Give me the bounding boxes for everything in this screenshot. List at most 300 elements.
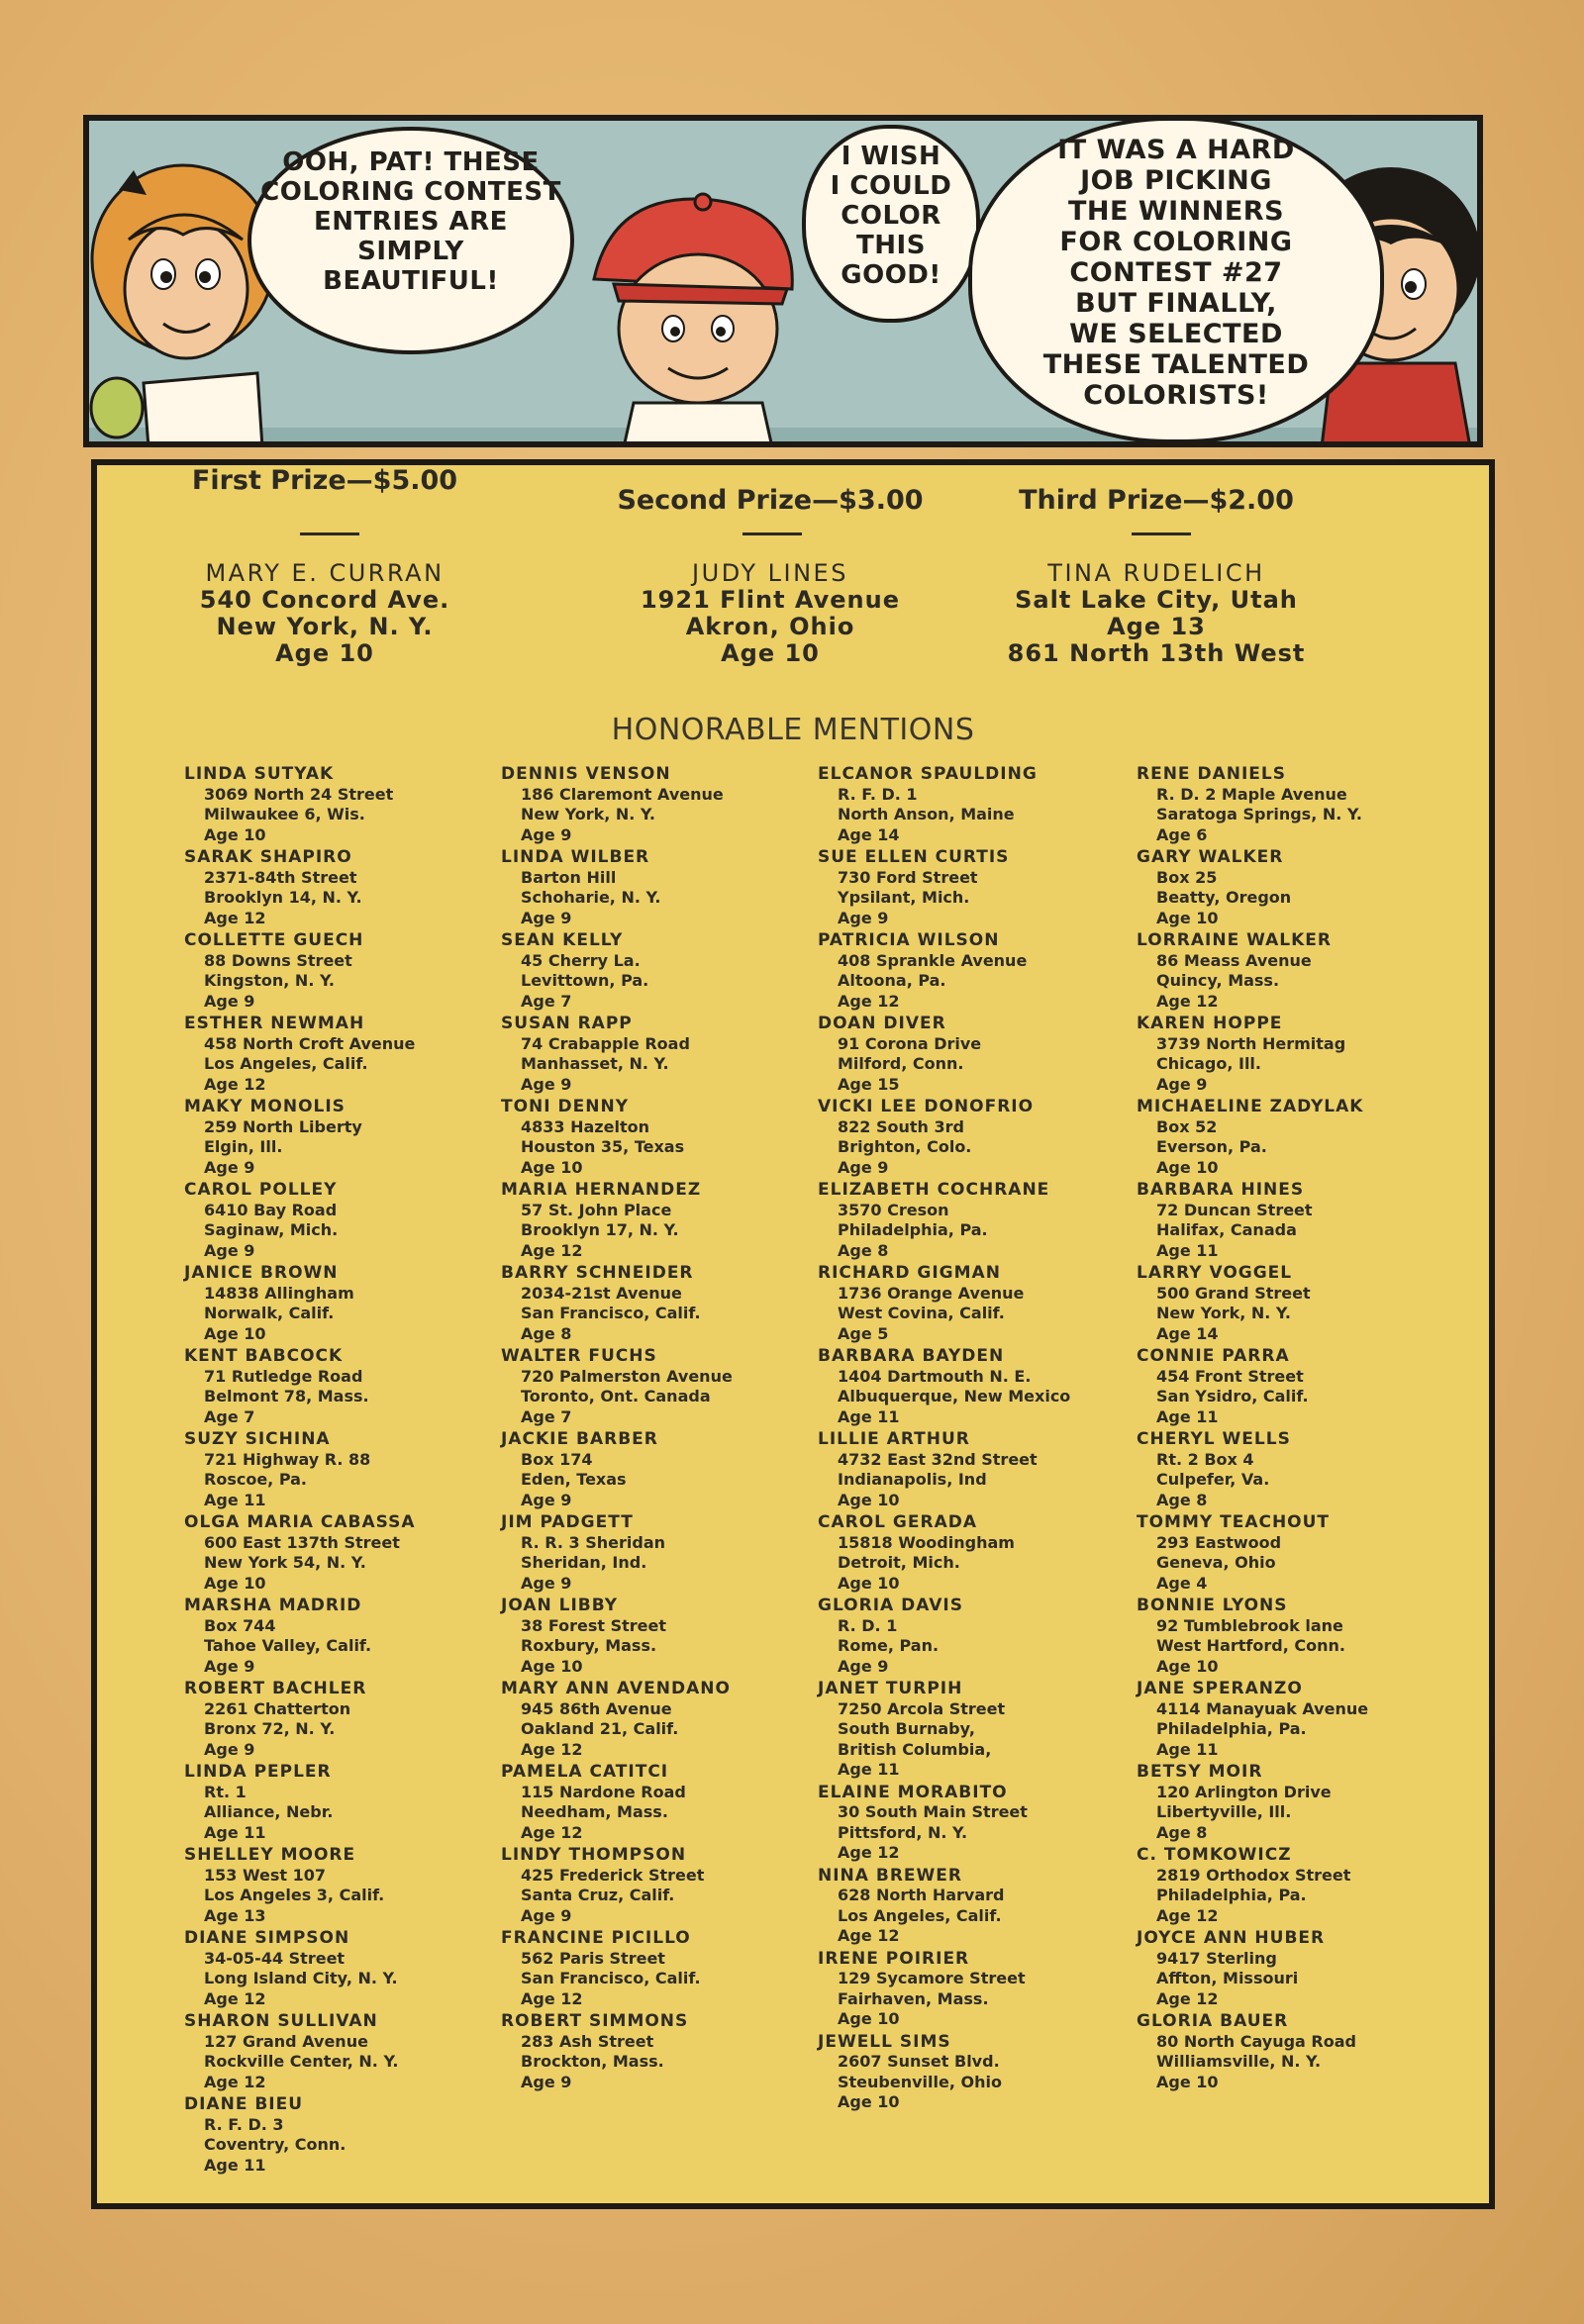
- mention-detail: Age 9: [204, 1739, 255, 1759]
- mention-detail: 628 North Harvard: [838, 1886, 1005, 1904]
- bubble-line: COLORISTS!: [1083, 380, 1269, 412]
- mention-detail: Brooklyn 17, N. Y.: [521, 1220, 679, 1239]
- mention-detail: 86 Meass Avenue: [1156, 950, 1312, 970]
- mention-detail: Age 10: [204, 1573, 266, 1593]
- mention-detail: Age 12: [838, 991, 900, 1011]
- mention-detail: Culpefer, Va.: [1156, 1470, 1270, 1489]
- mention-detail: Age 11: [1156, 1240, 1219, 1260]
- mention-detail: New York, N. Y.: [1156, 1304, 1291, 1322]
- winner-line: Akron, Ohio: [685, 613, 855, 640]
- mention-detail: 2371-84th Street: [204, 867, 357, 887]
- mention-detail: Barton Hill: [521, 867, 617, 887]
- mention-detail: Age 11: [838, 1406, 900, 1426]
- mention-entry: [184, 764, 501, 847]
- mention-detail: Box 52: [1156, 1116, 1218, 1136]
- mention-detail: Age 10: [1156, 908, 1219, 927]
- mention-detail: Age 12: [1156, 1988, 1219, 2008]
- winner-line: Salt Lake City, Utah: [1015, 586, 1298, 614]
- bubble-line: JOB PICKING: [1080, 165, 1272, 197]
- mention-name: LILLIE ARTHUR: [818, 1429, 970, 1449]
- mention-detail: Pittsford, N. Y.: [838, 1822, 968, 1842]
- mention-detail: Milwaukee 6, Wis.: [204, 805, 365, 823]
- mention-detail: 4114 Manayuak Avenue: [1156, 1698, 1369, 1718]
- bubble-line: THESE TALENTED: [1042, 349, 1310, 381]
- mention-name: KAREN HOPPE: [1137, 1014, 1283, 1033]
- mention-name: PAMELA CATITCI: [501, 1762, 669, 1782]
- mention-entry: [1137, 2011, 1453, 2094]
- mention-entry: [501, 1845, 818, 1928]
- mention-detail: South Burnaby,: [838, 1719, 975, 1738]
- bubble-line: FOR COLORING: [1059, 227, 1293, 258]
- mention-detail: 425 Frederick Street: [521, 1865, 705, 1885]
- mention-name: MICHAELINE ZADYLAK: [1137, 1097, 1364, 1116]
- mention-name: BARRY SCHNEIDER: [501, 1263, 694, 1283]
- third-prize-rule: [1132, 533, 1191, 535]
- mention-entry: [818, 1263, 1135, 1346]
- mention-detail: Chicago, Ill.: [1156, 1054, 1261, 1073]
- mention-entry: [818, 930, 1135, 1014]
- mention-name: JANE SPERANZO: [1137, 1679, 1303, 1698]
- mention-detail: Age 5: [838, 1323, 889, 1343]
- mention-name: CAROL GERADA: [818, 1512, 978, 1532]
- mention-detail: 454 Front Street: [1156, 1366, 1304, 1386]
- mentions-column-2: [501, 764, 818, 2094]
- mention-detail: Los Angeles 3, Calif.: [204, 1886, 385, 1904]
- winner-line: 861 North 13th West: [1007, 639, 1306, 667]
- mention-entry: [1137, 1762, 1453, 1845]
- mention-detail: Steubenville, Ohio: [838, 2072, 1002, 2091]
- mention-detail: Age 10: [204, 824, 266, 844]
- mention-detail: Coventry, Conn.: [204, 2135, 346, 2154]
- mention-detail: 730 Ford Street: [838, 867, 978, 887]
- mention-entry: [1137, 1097, 1453, 1180]
- mention-entry: [818, 1512, 1135, 1596]
- mention-detail: 120 Arlington Drive: [1156, 1782, 1332, 1801]
- mention-name: JOYCE ANN HUBER: [1137, 1928, 1326, 1948]
- mention-detail: Age 6: [1156, 824, 1208, 844]
- mention-detail: Manhasset, N. Y.: [521, 1054, 669, 1073]
- mention-detail: R. D. 1: [838, 1615, 898, 1635]
- mention-detail: 822 South 3rd: [838, 1116, 964, 1136]
- mention-name: LINDA SUTYAK: [184, 764, 335, 784]
- mention-detail: Age 12: [838, 1926, 900, 1945]
- mention-detail: San Francisco, Calif.: [521, 1969, 701, 1987]
- mention-detail: Age 10: [838, 1490, 900, 1509]
- mention-detail: Houston 35, Texas: [521, 1137, 685, 1156]
- mention-name: MARY ANN AVENDANO: [501, 1679, 731, 1698]
- mention-name: CHERYL WELLS: [1137, 1429, 1291, 1449]
- mention-entry: [1137, 930, 1453, 1014]
- mention-entry: [1137, 764, 1453, 847]
- speech-bubble-cap-boy: [802, 125, 980, 323]
- mention-name: RENE DANIELS: [1137, 764, 1286, 784]
- mention-detail: 2261 Chatterton: [204, 1698, 351, 1718]
- mention-detail: Rockville Center, N. Y.: [204, 2052, 399, 2071]
- winner-line: Age 10: [721, 639, 820, 667]
- mention-entry: [501, 1679, 818, 1762]
- mention-entry: [501, 930, 818, 1014]
- mention-detail: Age 9: [521, 1905, 572, 1925]
- mention-name: GARY WALKER: [1137, 847, 1284, 867]
- bubble-line: GOOD!: [841, 259, 941, 290]
- mention-detail: 38 Forest Street: [521, 1615, 667, 1635]
- mention-entry: [818, 1097, 1135, 1180]
- boy-with-cap-character-icon: [574, 180, 832, 447]
- mention-detail: Age 4: [1156, 1573, 1208, 1593]
- mention-detail: 115 Nardone Road: [521, 1782, 686, 1801]
- mention-detail: 91 Corona Drive: [838, 1033, 982, 1053]
- mention-detail: Age 8: [1156, 1822, 1208, 1842]
- mention-detail: Age 14: [1156, 1323, 1219, 1343]
- mention-detail: Age 9: [838, 1157, 889, 1177]
- mention-detail: Elgin, Ill.: [204, 1137, 283, 1156]
- bubble-line: THIS: [856, 230, 926, 260]
- mention-entry: [501, 1512, 818, 1596]
- mention-detail: Age 9: [204, 1656, 255, 1676]
- mention-name: JIM PADGETT: [501, 1512, 634, 1532]
- mention-detail: Age 9: [521, 1074, 572, 1094]
- mention-entry: [501, 847, 818, 930]
- mention-detail: Age 12: [521, 1822, 583, 1842]
- mention-name: MARIA HERNANDEZ: [501, 1180, 702, 1200]
- mention-detail: 2819 Orthodox Street: [1156, 1865, 1351, 1885]
- mention-detail: 721 Highway R. 88: [204, 1449, 371, 1469]
- mention-detail: 88 Downs Street: [204, 950, 352, 970]
- mention-entry: [184, 1596, 501, 1679]
- mention-detail: Age 12: [1156, 991, 1219, 1011]
- mention-detail: Halifax, Canada: [1156, 1220, 1297, 1239]
- mention-detail: San Francisco, Calif.: [521, 1304, 701, 1322]
- mention-name: ROBERT BACHLER: [184, 1679, 367, 1698]
- mention-name: BETSY MOIR: [1137, 1762, 1263, 1782]
- mention-detail: Roxbury, Mass.: [521, 1636, 657, 1655]
- mention-detail: Age 10: [838, 1573, 900, 1593]
- mention-detail: 129 Sycamore Street: [838, 1969, 1026, 1987]
- mention-detail: Age 12: [204, 908, 266, 927]
- mention-name: BONNIE LYONS: [1137, 1596, 1288, 1615]
- mention-detail: 71 Rutledge Road: [204, 1366, 363, 1386]
- mention-detail: Age 12: [204, 1074, 266, 1094]
- second-prize-winner: [592, 560, 948, 667]
- mention-detail: Age 11: [204, 1822, 266, 1842]
- mention-name: JEWELL SIMS: [818, 2031, 951, 2052]
- bubble-line: BEAUTIFUL!: [323, 265, 499, 296]
- mention-detail: Age 11: [204, 1490, 266, 1509]
- mention-name: RICHARD GIGMAN: [818, 1263, 1001, 1283]
- mention-name: ELCANOR SPAULDING: [818, 764, 1038, 784]
- mention-name: SHARON SULLIVAN: [184, 2011, 378, 2031]
- mention-detail: Altoona, Pa.: [838, 971, 946, 990]
- mention-entry: [501, 1014, 818, 1097]
- mention-entry: [184, 1014, 501, 1097]
- bubble-line: THE WINNERS: [1067, 196, 1285, 228]
- honorable-mentions-title: HONORABLE MENTIONS: [611, 713, 975, 747]
- bubble-line: IT WAS A HARD: [1057, 135, 1295, 165]
- mention-entry: [1137, 1928, 1453, 2011]
- mention-detail: 3739 North Hermitag: [1156, 1033, 1346, 1053]
- mention-detail: R. R. 3 Sheridan: [521, 1532, 666, 1552]
- mention-detail: 2034-21st Avenue: [521, 1283, 682, 1303]
- mention-detail: 4833 Hazelton: [521, 1116, 649, 1136]
- mention-detail: Box 744: [204, 1615, 276, 1635]
- mention-detail: 720 Palmerston Avenue: [521, 1366, 733, 1386]
- third-prize-title: Third Prize—$2.00: [1019, 485, 1294, 516]
- mention-detail: 458 North Croft Avenue: [204, 1033, 416, 1053]
- mention-detail: Age 8: [838, 1240, 889, 1260]
- mention-detail: Age 11: [1156, 1739, 1219, 1759]
- mention-name: ELIZABETH COCHRANE: [818, 1180, 1050, 1200]
- mention-entry: [184, 1679, 501, 1762]
- mention-name: LARRY VOGGEL: [1137, 1263, 1293, 1283]
- mention-name: JOAN LIBBY: [501, 1596, 619, 1615]
- mention-detail: Age 10: [521, 1656, 583, 1676]
- mention-detail: Rt. 2 Box 4: [1156, 1449, 1254, 1469]
- mention-detail: Age 9: [838, 908, 889, 927]
- mention-entry: [184, 2011, 501, 2094]
- mention-detail: Santa Cruz, Calif.: [521, 1886, 675, 1904]
- mention-detail: 6410 Bay Road: [204, 1200, 338, 1219]
- mention-detail: British Columbia,: [838, 1739, 992, 1759]
- mention-detail: Everson, Pa.: [1156, 1137, 1267, 1156]
- mention-name: DOAN DIVER: [818, 1014, 946, 1033]
- mention-detail: Age 10: [1156, 1157, 1219, 1177]
- mention-detail: 3069 North 24 Street: [204, 784, 394, 804]
- bubble-line: OOH, PAT! THESE: [282, 147, 540, 177]
- mention-entry: [818, 1783, 1135, 1866]
- mention-detail: 293 Eastwood: [1156, 1532, 1282, 1552]
- mention-detail: R. F. D. 3: [204, 2114, 284, 2134]
- mention-detail: Age 9: [204, 1240, 255, 1260]
- mention-detail: 14838 Allingham: [204, 1283, 354, 1303]
- bubble-line: CONTEST #27: [1069, 257, 1283, 289]
- mention-detail: 9417 Sterling: [1156, 1948, 1277, 1968]
- mention-detail: 15818 Woodingham: [838, 1532, 1015, 1552]
- mention-entry: [184, 930, 501, 1014]
- mention-entry: [818, 1180, 1135, 1263]
- mention-detail: Box 25: [1156, 867, 1218, 887]
- third-prize-winner: [988, 560, 1325, 667]
- mention-detail: 72 Duncan Street: [1156, 1200, 1313, 1219]
- mention-detail: Albuquerque, New Mexico: [838, 1387, 1071, 1405]
- mention-detail: Schoharie, N. Y.: [521, 888, 661, 907]
- mention-name: GLORIA DAVIS: [818, 1596, 963, 1615]
- mention-entry: [818, 1014, 1135, 1097]
- mention-detail: Affton, Missouri: [1156, 1969, 1299, 1987]
- mention-name: KENT BABCOCK: [184, 1346, 344, 1366]
- mention-detail: 259 North Liberty: [204, 1116, 362, 1136]
- mention-name: DENNIS VENSON: [501, 764, 671, 784]
- mention-detail: Age 8: [1156, 1490, 1208, 1509]
- mention-entry: [501, 1180, 818, 1263]
- speech-bubble-girl: [248, 127, 574, 354]
- mentions-column-3: [818, 764, 1135, 2115]
- mention-name: GLORIA BAUER: [1137, 2011, 1289, 2031]
- mention-entry: [184, 1512, 501, 1596]
- mention-detail: Bronx 72, N. Y.: [204, 1719, 336, 1738]
- mention-detail: Age 7: [204, 1406, 255, 1426]
- mention-detail: R. F. D. 1: [838, 784, 918, 804]
- mention-detail: Los Angeles, Calif.: [204, 1054, 368, 1073]
- mention-detail: 7250 Arcola Street: [838, 1698, 1006, 1718]
- mention-detail: West Hartford, Conn.: [1156, 1636, 1345, 1655]
- bubble-line: I COULD: [830, 170, 952, 201]
- mention-detail: Roscoe, Pa.: [204, 1470, 307, 1489]
- mention-detail: Levittown, Pa.: [521, 971, 649, 990]
- mention-detail: Age 9: [521, 1573, 572, 1593]
- mention-detail: Libertyville, Ill.: [1156, 1802, 1292, 1821]
- mention-detail: Age 12: [204, 2072, 266, 2091]
- mention-entry: [184, 1180, 501, 1263]
- mention-detail: San Ysidro, Calif.: [1156, 1387, 1309, 1405]
- mentions-column-4: [1137, 764, 1453, 2094]
- mention-entry: [184, 1097, 501, 1180]
- mention-name: SHELLEY MOORE: [184, 1845, 356, 1865]
- mention-detail: Long Island City, N. Y.: [204, 1969, 398, 1987]
- mention-entry: [501, 1928, 818, 2011]
- mention-detail: Age 9: [521, 2072, 572, 2091]
- mention-detail: Fairhaven, Mass.: [838, 1988, 989, 2008]
- mention-name: TOMMY TEACHOUT: [1137, 1512, 1331, 1532]
- mention-detail: Age 14: [838, 824, 900, 844]
- mention-detail: Age 12: [521, 1240, 583, 1260]
- mention-detail: Age 10: [204, 1323, 266, 1343]
- mention-detail: Los Angeles, Calif.: [838, 1905, 1002, 1925]
- mention-detail: Age 15: [838, 1074, 900, 1094]
- mention-name: DIANE SIMPSON: [184, 1928, 350, 1948]
- mention-detail: Age 9: [521, 824, 572, 844]
- mention-detail: Philadelphia, Pa.: [1156, 1719, 1307, 1738]
- mention-detail: 74 Crabapple Road: [521, 1033, 690, 1053]
- mention-entry: [184, 1762, 501, 1845]
- mention-entry: [1137, 1014, 1453, 1097]
- mention-name: LINDA PEPLER: [184, 1762, 332, 1782]
- mention-name: VICKI LEE DONOFRIO: [818, 1097, 1035, 1116]
- mentions-column-1: [184, 764, 501, 2178]
- bubble-line: COLORING CONTEST: [260, 176, 561, 207]
- mention-entry: [818, 1429, 1135, 1512]
- mention-detail: Alliance, Nebr.: [204, 1802, 334, 1821]
- mention-detail: Age 11: [838, 1760, 900, 1779]
- bubble-line: SIMPLY: [357, 236, 464, 266]
- mention-detail: Brighton, Colo.: [838, 1137, 972, 1156]
- mention-name: SUE ELLEN CURTIS: [818, 847, 1010, 867]
- mention-name: CONNIE PARRA: [1137, 1346, 1290, 1366]
- mention-name: BARBARA BAYDEN: [818, 1346, 1005, 1366]
- mention-name: OLGA MARIA CABASSA: [184, 1512, 416, 1532]
- mention-detail: 2607 Sunset Blvd.: [838, 2052, 1000, 2071]
- second-prize-title: Second Prize—$3.00: [617, 485, 924, 516]
- mention-name: SUSAN RAPP: [501, 1014, 633, 1033]
- mention-detail: Age 9: [204, 1157, 255, 1177]
- mention-entry: [501, 1097, 818, 1180]
- mention-name: LORRAINE WALKER: [1137, 930, 1332, 950]
- mention-detail: 80 North Cayuga Road: [1156, 2031, 1356, 2051]
- mention-detail: Age 9: [521, 908, 572, 927]
- mention-detail: Age 10: [838, 2092, 900, 2111]
- speech-bubble-overalls-boy: [968, 117, 1384, 443]
- mention-detail: 57 St. John Place: [521, 1200, 672, 1219]
- mention-detail: 562 Paris Street: [521, 1948, 665, 1968]
- mention-detail: 3570 Creson: [838, 1200, 949, 1219]
- mention-detail: 945 86th Avenue: [521, 1698, 672, 1718]
- winner-line: 1921 Flint Avenue: [640, 586, 900, 614]
- bubble-line: COLOR: [841, 200, 941, 231]
- mention-entry: [501, 1263, 818, 1346]
- mention-entry: [184, 1429, 501, 1512]
- mention-name: DIANE BIEU: [184, 2094, 304, 2114]
- mention-detail: Philadelphia, Pa.: [1156, 1886, 1307, 1904]
- mention-entry: [818, 847, 1135, 930]
- mention-detail: Norwalk, Calif.: [204, 1304, 335, 1322]
- mention-entry: [1137, 1596, 1453, 1679]
- mention-name: CAROL POLLEY: [184, 1180, 338, 1200]
- mention-detail: Geneva, Ohio: [1156, 1553, 1276, 1572]
- mention-name: NINA BREWER: [818, 1865, 962, 1886]
- mention-name: PATRICIA WILSON: [818, 930, 1000, 950]
- mention-name: ELAINE MORABITO: [818, 1782, 1008, 1802]
- mention-detail: 127 Grand Avenue: [204, 2031, 368, 2051]
- mention-detail: Belmont 78, Mass.: [204, 1387, 369, 1405]
- first-prize-winner: [156, 560, 493, 667]
- mention-detail: Williamsville, N. Y.: [1156, 2052, 1322, 2071]
- mention-detail: 500 Grand Street: [1156, 1283, 1311, 1303]
- mention-detail: Age 9: [521, 1490, 572, 1509]
- winner-name: TINA RUDELICH: [1047, 559, 1265, 587]
- winner-name: MARY E. CURRAN: [205, 559, 445, 587]
- mention-detail: Age 11: [1156, 1406, 1219, 1426]
- mention-detail: Age 7: [521, 1406, 572, 1426]
- mention-detail: Age 10: [838, 2009, 900, 2028]
- mention-name: JANICE BROWN: [184, 1263, 339, 1283]
- mention-detail: 1404 Dartmouth N. E.: [838, 1366, 1032, 1386]
- mention-name: FRANCINE PICILLO: [501, 1928, 691, 1948]
- mention-detail: Brooklyn 14, N. Y.: [204, 888, 362, 907]
- mention-detail: Detroit, Mich.: [838, 1553, 960, 1572]
- mention-detail: Age 11: [204, 2155, 266, 2175]
- mention-entry: [184, 847, 501, 930]
- mention-detail: Box 174: [521, 1449, 593, 1469]
- mention-detail: Tahoe Valley, Calif.: [204, 1636, 372, 1655]
- mention-detail: North Anson, Maine: [838, 805, 1015, 823]
- mention-entry: [1137, 847, 1453, 930]
- mention-detail: New York, N. Y.: [521, 805, 655, 823]
- mention-detail: Age 12: [1156, 1905, 1219, 1925]
- mention-detail: 408 Sprankle Avenue: [838, 950, 1028, 970]
- mention-entry: [818, 1679, 1135, 1783]
- mention-entry: [501, 764, 818, 847]
- mention-detail: 1736 Orange Avenue: [838, 1283, 1025, 1303]
- mention-detail: Age 10: [521, 1157, 583, 1177]
- first-prize-title: First Prize—$5.00: [191, 465, 458, 496]
- mention-name: JACKIE BARBER: [501, 1429, 658, 1449]
- mention-detail: Rt. 1: [204, 1782, 247, 1801]
- mention-detail: Ypsilant, Mich.: [838, 888, 970, 907]
- bubble-line: I WISH: [841, 142, 941, 171]
- mention-entry: [1137, 1346, 1453, 1429]
- mention-name: MARSHA MADRID: [184, 1596, 362, 1615]
- mention-detail: Age 9: [204, 991, 255, 1011]
- mention-detail: Eden, Texas: [521, 1470, 627, 1489]
- mention-detail: Beatty, Oregon: [1156, 888, 1292, 907]
- mention-entry: [1137, 1512, 1453, 1596]
- winner-line: New York, N. Y.: [216, 613, 434, 640]
- mention-entry: [818, 764, 1135, 847]
- mention-detail: Needham, Mass.: [521, 1802, 668, 1821]
- mention-detail: Age 7: [521, 991, 572, 1011]
- mention-detail: 92 Tumblebrook lane: [1156, 1615, 1343, 1635]
- mention-name: ROBERT SIMMONS: [501, 2011, 689, 2031]
- mention-entry: [184, 1845, 501, 1928]
